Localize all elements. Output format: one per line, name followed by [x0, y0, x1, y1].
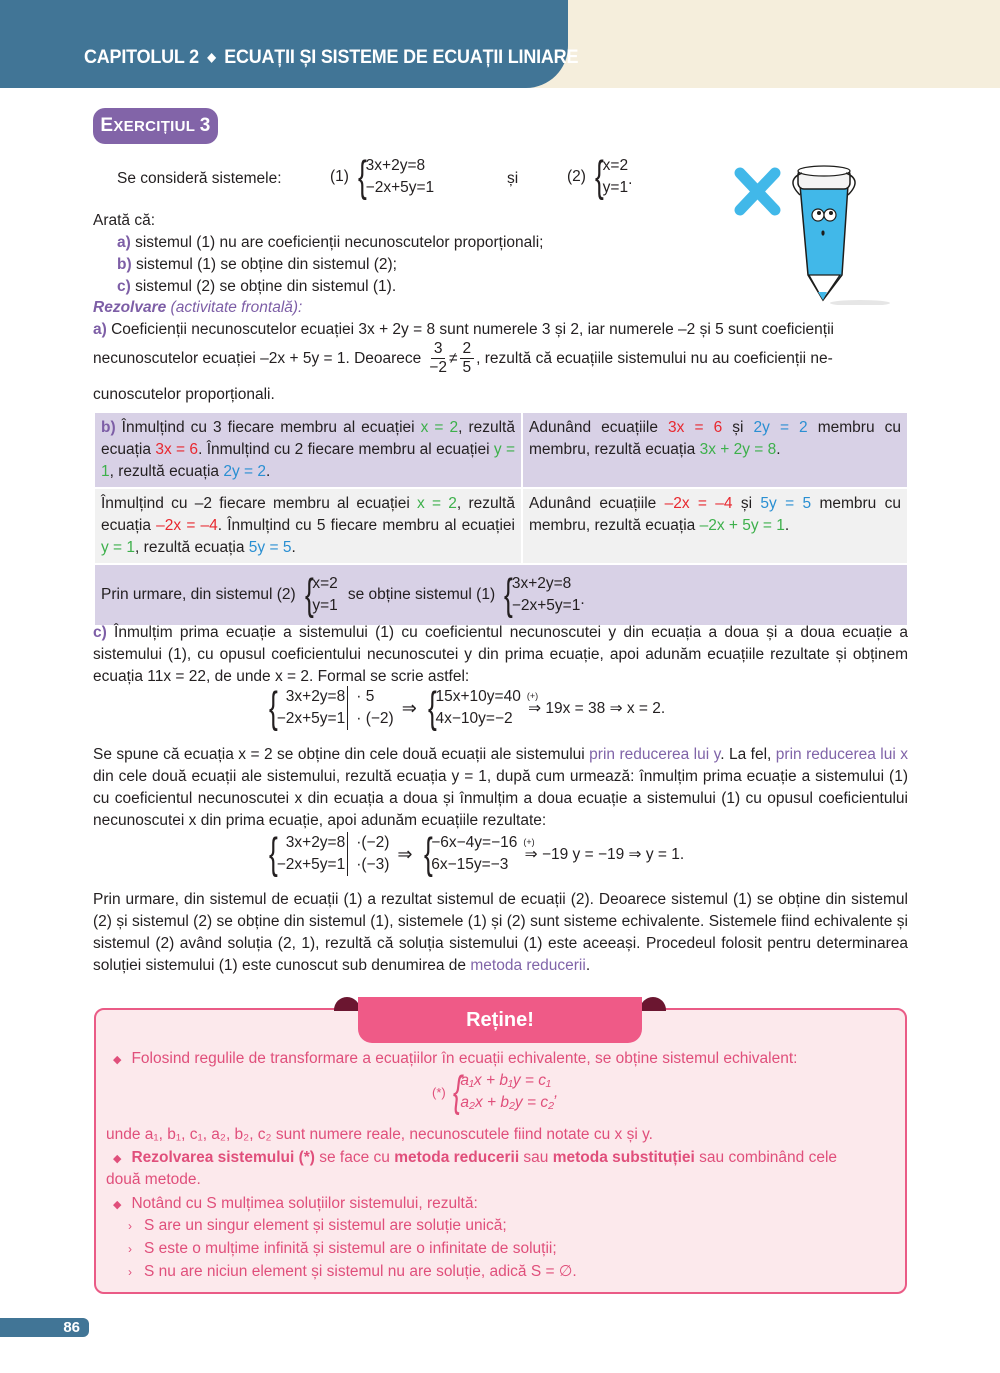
bold-term: Rezolvarea sistemului (*)	[131, 1149, 315, 1166]
subitem-text: S are un singur element și sistemul are soluție unică;	[144, 1217, 507, 1234]
system-lines	[431, 832, 517, 876]
cell-text: și	[732, 495, 761, 512]
equation: 2y = 2	[223, 463, 267, 480]
cell-text: , rezultă ecuația	[135, 539, 249, 556]
badge-number: 3	[199, 115, 211, 136]
table-cell	[95, 489, 523, 563]
system-lines	[312, 573, 337, 617]
multipliers	[347, 832, 389, 876]
fraction	[460, 340, 475, 377]
bullet-text: sau	[519, 1149, 553, 1166]
cell-text: .	[291, 539, 296, 556]
chapter-name: ECUAȚII ȘI SISTEME DE ECUAȚII LINIARE	[224, 46, 579, 68]
equation: a₂x + b₂y = c₂	[460, 1094, 554, 1111]
equation: −6x−4y=−16	[431, 834, 518, 851]
equation: y = 1	[101, 539, 136, 556]
equation: 5y = 5	[248, 539, 292, 556]
system-2-label: (2)	[567, 168, 586, 185]
system-1-label: (1)	[330, 168, 349, 185]
system-lines	[460, 1070, 554, 1114]
numerator: 3	[431, 340, 446, 359]
equation: x=2	[602, 157, 629, 174]
table-row	[95, 487, 907, 563]
multiplier: ·(−3)	[356, 856, 390, 873]
conclusion-paragraph	[93, 889, 908, 977]
equation: x = 2	[417, 495, 457, 512]
cell-text: , rezultă ecuația	[109, 463, 224, 480]
equation: 15x+10y=40	[435, 688, 521, 705]
system-lines	[436, 686, 521, 730]
system-lines	[277, 686, 346, 730]
pencil-character-illustration	[730, 155, 910, 305]
equation: 6x−15y=−3	[431, 856, 509, 873]
part-b-table	[95, 413, 907, 625]
remember-bullet-3	[113, 1193, 478, 1216]
bold-term: metoda reducerii	[394, 1149, 520, 1166]
equation: −2x+5y=1	[365, 179, 435, 196]
plus-sign: (+)	[526, 691, 539, 701]
plus-sign: (+)	[523, 837, 535, 847]
equation: –2x + 5y = 1	[699, 517, 785, 534]
part-text: Înmulțim prima ecuație a sistemului (1) cu coeficientul necunoscutei y din ecuația a doua și a doua ecuație a sistemului (1), cu opusul coeficientului necunoscutei y din prima ecuație, apoi adunăm ecuațiile rezultate și obținem ecuația 11x = 22, de unde x = 2. Formal se scrie astfel:	[93, 624, 908, 685]
cell-text: și	[722, 419, 754, 436]
diamond-icon: ◆	[207, 50, 216, 64]
cell-text: .	[776, 441, 781, 458]
task-label: c)	[117, 278, 131, 295]
subitem-text: S nu are niciun element și sistemul nu are soluție, adică S = ∅.	[144, 1263, 577, 1280]
equation: 3x + 2y = 8	[699, 441, 777, 458]
cell-text: . Înmulțind cu 5 fiecare membru al ecuației	[217, 517, 515, 534]
denominator: 5	[462, 359, 472, 376]
cell-text: Prin urmare, din sistemul (2)	[101, 586, 296, 603]
fraction	[429, 340, 447, 377]
table-cell	[95, 413, 523, 487]
table-cell	[523, 489, 907, 563]
reduction-y-derivation	[266, 683, 666, 732]
part-label: b)	[101, 419, 116, 436]
remember-subitem	[128, 1215, 507, 1237]
table-row	[95, 563, 907, 625]
implies-arrow: ⇒	[401, 697, 417, 718]
cell-text: Înmulțind cu 3 fiecare membru al ecuației	[115, 419, 421, 436]
cell-text: Adunând ecuațiile	[529, 419, 669, 436]
system-label: (*)	[432, 1084, 446, 1100]
x-mark-icon	[740, 173, 775, 210]
equation: y=1	[312, 597, 338, 614]
term-reduction-y: prin reducerea lui y	[589, 746, 721, 763]
bullet-text: Folosind regulile de transformare a ecuațiilor în ecuații echivalente, se obține sistemul echivalent:	[131, 1050, 798, 1067]
solution-heading	[93, 297, 302, 319]
bold-term: metoda substituției	[552, 1149, 695, 1166]
remember-bullet-2-cont: două metode.	[106, 1171, 201, 1188]
text: din cele două ecuații ale sistemului, rezultă ecuația y = 1, după cum urmează: înmulțim prima ecuație a sistemului (1) cu coeficientul necunoscutei x din ecuația a doua și înmulțim a doua ecuație a sistemului (1) cu opusul coeficientului necunoscutei x din prima ecuație, apoi adunăm ecuațiile rezultate:	[93, 768, 908, 829]
ribbon-roll-right	[640, 997, 666, 1011]
equation: a₁x + b₁y = c₁	[460, 1072, 551, 1089]
numerator: 2	[460, 340, 475, 359]
task-label: b)	[117, 256, 132, 273]
equation: –2x = –4	[156, 517, 218, 534]
diamond-bullet-icon: ◆	[113, 1199, 122, 1211]
bullet-text: sau combinând cele	[694, 1149, 838, 1166]
brace-icon: {	[357, 152, 367, 201]
term-reduction-x: prin reducerea lui x	[775, 746, 908, 763]
equation: x = 2	[420, 419, 459, 436]
subitem-text: S este o mulțime infinită și sistemul are o infinitate de soluții;	[144, 1240, 557, 1257]
equation: −2x+5y=1	[276, 856, 346, 873]
cell-text: , rezultă ecuația	[101, 495, 515, 534]
period: .	[628, 171, 633, 188]
system-lines	[512, 573, 581, 617]
part-a-line3: cunoscutelor proporționali.	[93, 386, 275, 403]
period: .	[580, 591, 585, 608]
task-b	[117, 254, 397, 276]
task-label: a)	[117, 234, 131, 251]
text: .	[585, 957, 591, 974]
part-text: , rezultă că ecuațiile sistemului nu au coeficienții ne-	[476, 349, 833, 367]
cell-text: se obține sistemul (1)	[347, 586, 496, 603]
denominator: −2	[429, 359, 447, 376]
implies-arrow: ⇒	[397, 843, 413, 864]
solution-title: Rezolvare	[93, 299, 167, 316]
equation: 4x−10y=−2	[435, 710, 513, 727]
equation: y=1	[602, 179, 629, 196]
text: Se spune că ecuația x = 2 se obține din cele două ecuații ale sistemului	[93, 746, 590, 763]
solution-note: (activitate frontală):	[170, 299, 303, 316]
equation: y = 1	[101, 441, 516, 480]
part-a-line1	[93, 319, 908, 341]
part-c-paragraph	[93, 622, 908, 688]
task-a	[117, 232, 543, 254]
equation: 3x+2y=8	[285, 688, 346, 705]
cell-text: . Înmulțind cu 2 fiecare membru al ecuației	[198, 441, 494, 458]
brace-icon: {	[452, 1067, 462, 1116]
equation: 5y = 5	[760, 495, 812, 512]
cell-text: , rezultă ecuația	[101, 419, 515, 458]
badge-initial: E	[100, 115, 114, 136]
system-1	[330, 152, 435, 201]
multiplier: · (−2)	[356, 710, 394, 727]
general-system	[432, 1067, 559, 1116]
equation: 3x = 6	[155, 441, 199, 458]
equation: 3x+2y=8	[365, 157, 426, 174]
remember-subitem	[128, 1261, 577, 1283]
text: Prin urmare, din sistemul de ecuații (1) a rezultat sistemul de ecuații (2). Deoarece sistemul (1) se obține din sistemul (2) și sistemul (2) se obține din sistemul (1), sistemele (1) și (2) sunt sisteme echivalente. Sistemele fiind echivalente și sistemul (2) având soluția (2, 1), rezultă că soluția sistemului (1) este aceeași. Procedeul folosit pentru determinarea soluției sistemului (1) este cunoscut sub denumirea de	[93, 891, 908, 974]
equation: 3x = 6	[668, 419, 723, 436]
cell-text: membru cu membru, rezultă ecuația	[529, 419, 901, 458]
system-1-lines	[366, 155, 435, 199]
chapter-band	[0, 0, 568, 88]
brace-icon: {	[427, 683, 437, 732]
exercise-badge	[93, 108, 218, 144]
text: . La fel,	[720, 746, 776, 763]
task-c	[117, 276, 396, 298]
chevron-right-icon: ›	[128, 1219, 132, 1233]
equation: 3x+2y=8	[285, 834, 346, 851]
brace-icon: {	[594, 152, 604, 201]
brace-icon: {	[304, 570, 314, 619]
reduction-paragraph	[93, 744, 908, 832]
term-reduction-method: metoda reducerii	[470, 957, 586, 974]
show-that: Arată că:	[93, 212, 156, 229]
ribbon-roll-left	[334, 997, 360, 1011]
part-a-line2	[93, 340, 833, 377]
cell-text: Adunând ecuațiile	[529, 495, 665, 512]
task-text: sistemul (2) se obține din sistemul (1).	[135, 278, 397, 295]
remember-title: Reține!	[358, 997, 642, 1043]
brace-icon: {	[268, 683, 278, 732]
remember-bullet-2	[113, 1147, 837, 1170]
equation: 3x+2y=8	[511, 575, 572, 592]
system-lines	[277, 832, 346, 876]
and-word: și	[507, 170, 519, 187]
system-2-lines	[603, 155, 628, 199]
cell-text: .	[266, 463, 271, 480]
not-equal-sign: ≠	[448, 349, 458, 367]
part-label: a)	[93, 321, 107, 338]
cell-text: membru cu membru, rezultă ecuația	[529, 495, 901, 534]
bullet-text: se face cu	[314, 1149, 395, 1166]
multipliers	[347, 686, 393, 730]
brace-icon: {	[423, 829, 433, 878]
comma: ,	[553, 1084, 559, 1101]
brace-icon: {	[268, 829, 278, 878]
chevron-right-icon: ›	[128, 1242, 132, 1256]
badge-word: XERCIȚIUL	[113, 117, 196, 135]
equation: 2y = 2	[753, 419, 808, 436]
reduction-x-derivation	[266, 829, 685, 878]
multiplier: · 5	[356, 688, 375, 705]
task-text: sistemul (1) se obține din sistemul (2);	[135, 256, 397, 273]
table-cell	[523, 413, 907, 487]
task-text: sistemul (1) nu are coeficienții necunoscutelor proporționali;	[135, 234, 544, 251]
cell-text: .	[784, 517, 790, 534]
chapter-number: CAPITOLUL 2	[84, 46, 199, 68]
brace-icon: {	[504, 570, 513, 619]
bullet-text: Notând cu S mulțimea soluțiilor sistemului, rezultă:	[131, 1195, 478, 1212]
equation: –2x = –4	[664, 495, 733, 512]
multiplier: ·(−2)	[356, 834, 390, 851]
result: ⇒ 19x = 38 ⇒ x = 2.	[528, 699, 666, 717]
table-row	[95, 413, 907, 487]
part-text: Coeficienții necunoscutelor ecuației 3x + 2y = 8 sunt numerele 3 și 2, iar numerele –2 și 5 sunt coeficienții	[111, 321, 834, 338]
equation: −2x+5y=1	[511, 597, 581, 614]
equation: −2x+5y=1	[276, 710, 346, 727]
chevron-right-icon: ›	[128, 1265, 132, 1279]
part-label: c)	[93, 624, 107, 641]
diamond-bullet-icon: ◆	[113, 1054, 122, 1066]
statement-intro: Se consideră sistemele:	[117, 170, 282, 187]
cell-text: Înmulțind cu –2 fiecare membru al ecuației	[101, 495, 418, 512]
table-cell	[95, 565, 907, 625]
system-2	[567, 152, 633, 201]
chapter-title	[84, 46, 578, 69]
diamond-bullet-icon: ◆	[113, 1153, 122, 1165]
remember-subitem	[128, 1238, 557, 1260]
part-text: necunoscutelor ecuației –2x + 5y = 1. Deoarece	[93, 349, 422, 367]
result: ⇒ −19 y = −19 ⇒ y = 1.	[524, 845, 685, 863]
equation: x=2	[312, 575, 338, 592]
page-number: 86	[0, 1318, 89, 1337]
remember-coefficients: unde a₁, b₁, c₁, a₂, b₂, c₂ sunt numere reale, necunoscutele fiind notate cu x și y.	[106, 1126, 653, 1143]
